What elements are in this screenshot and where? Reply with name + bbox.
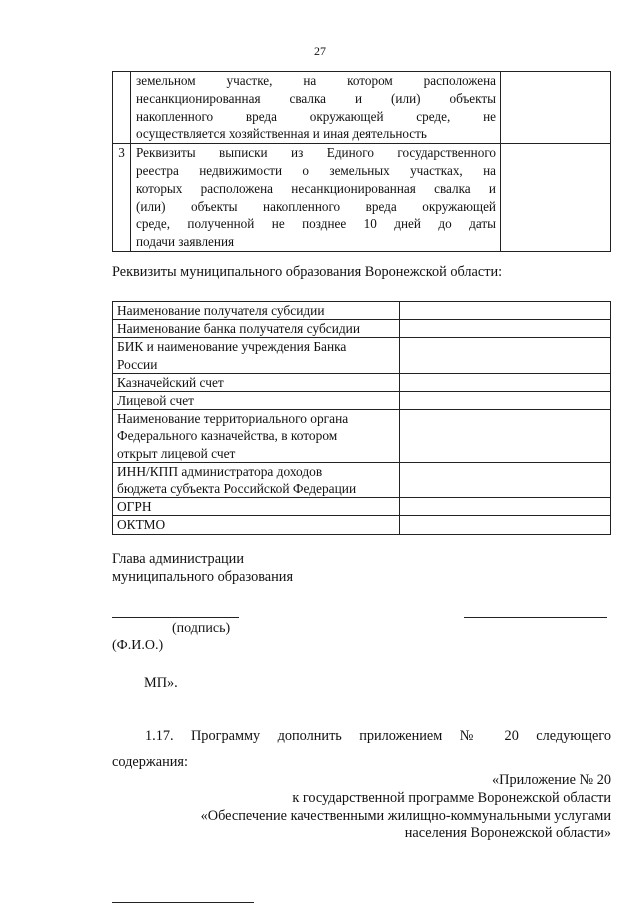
- appendix-line: населения Воронежской области»: [404, 825, 611, 842]
- text-line: Лицевой счет: [117, 393, 195, 409]
- table-row: [113, 373, 611, 391]
- row-description: [131, 72, 501, 144]
- field-value-cell: [400, 302, 611, 320]
- field-label: [113, 338, 400, 373]
- field-label: [113, 302, 400, 320]
- stamp-mark: МП».: [144, 675, 178, 691]
- table-row: [113, 72, 611, 144]
- appendix-line: «Приложение № 20: [492, 772, 611, 788]
- text-line: ОГРН: [117, 499, 152, 515]
- paragraph-line: 1.17. Программу дополнить приложением № 20 следующего: [145, 728, 611, 744]
- field-label: [113, 373, 400, 391]
- signature-caption: (подпись): [172, 621, 231, 636]
- field-value-cell: [400, 516, 611, 534]
- paragraph-line: содержания:: [112, 754, 188, 770]
- fio-caption: (Ф.И.О.): [112, 638, 164, 653]
- field-value-cell: [400, 462, 611, 497]
- requisites-heading: Реквизиты муниципального образования Воронежской области:: [112, 264, 503, 280]
- field-value-cell: [400, 498, 611, 516]
- text-line: ИНН/КПП администратора доходов: [117, 463, 323, 479]
- requisites-table: [112, 301, 611, 535]
- text-line: ОКТМО: [117, 517, 166, 533]
- text-line: Наименование банка получателя субсидии: [117, 321, 361, 337]
- amendment-paragraph: [112, 728, 611, 771]
- text-line: реестра недвижимости о земельных участках, на: [136, 162, 496, 178]
- text-line: накопленного вреда окружающей среде, не: [136, 108, 496, 124]
- field-label: [113, 320, 400, 338]
- appendix-line: к государственной программе Воронежской области: [292, 789, 611, 806]
- text-line: которых расположена несанкционированная свалка и: [136, 180, 496, 196]
- field-value-cell: [400, 410, 611, 463]
- table-row: [113, 462, 611, 497]
- field-label: [113, 498, 400, 516]
- field-value-cell: [400, 320, 611, 338]
- text-line: подачи заявления: [136, 234, 235, 250]
- signatory-title: [112, 551, 293, 586]
- text-line: земельном участке, на котором расположена: [136, 73, 496, 88]
- page-number: 27: [314, 44, 326, 58]
- text-line: Федерального казначейства, в котором: [117, 428, 338, 444]
- table-row: [113, 410, 611, 463]
- table-row: [113, 320, 611, 338]
- field-label: [113, 516, 400, 534]
- table-row: [113, 144, 611, 252]
- text-line: среде, полученной не позднее 10 дней до даты: [136, 216, 496, 232]
- text-line: России: [117, 356, 158, 372]
- field-value-cell: [400, 373, 611, 391]
- text-line: Наименование территориального органа: [117, 411, 349, 427]
- name-line: [464, 617, 607, 618]
- text-line: осуществляется хозяйственная и иная деятельность: [136, 126, 427, 142]
- field-label: [113, 410, 400, 463]
- text-line: Реквизиты выписки из Единого государственного: [136, 145, 496, 161]
- text-line: (или) объекты накопленного вреда окружающей: [136, 198, 496, 214]
- table-row: [113, 392, 611, 410]
- text-line: Наименование получателя субсидии: [117, 303, 325, 318]
- footnote-separator: [112, 902, 254, 903]
- field-label: [113, 392, 400, 410]
- table-row: [113, 338, 611, 373]
- row-description: [131, 144, 501, 252]
- row-value-cell: [501, 144, 611, 252]
- field-label: [113, 462, 400, 497]
- row-number: 3: [113, 144, 131, 252]
- table-row: [113, 302, 611, 320]
- text-line: Казначейский счет: [117, 374, 224, 390]
- field-value-cell: [400, 392, 611, 410]
- field-value-cell: [400, 338, 611, 373]
- table-row: [113, 516, 611, 534]
- signatory-title-line: Глава администрации: [112, 551, 244, 567]
- appendix-line: «Обеспечение качественными жилищно-коммунальными услугами: [200, 807, 611, 824]
- row-value-cell: [501, 72, 611, 144]
- text-line: открыт лицевой счет: [117, 445, 236, 461]
- signature-line: [112, 617, 239, 618]
- text-line: БИК и наименование учреждения Банка: [117, 339, 347, 355]
- table-row: [113, 498, 611, 516]
- appendix-header: [112, 772, 611, 843]
- text-line: бюджета субъекта Российской Федерации: [117, 481, 357, 497]
- text-line: несанкционированная свалка и (или) объекты: [136, 90, 496, 106]
- row-number: [113, 72, 131, 144]
- continuation-table: [112, 71, 611, 252]
- signatory-title-line: муниципального образования: [112, 568, 294, 585]
